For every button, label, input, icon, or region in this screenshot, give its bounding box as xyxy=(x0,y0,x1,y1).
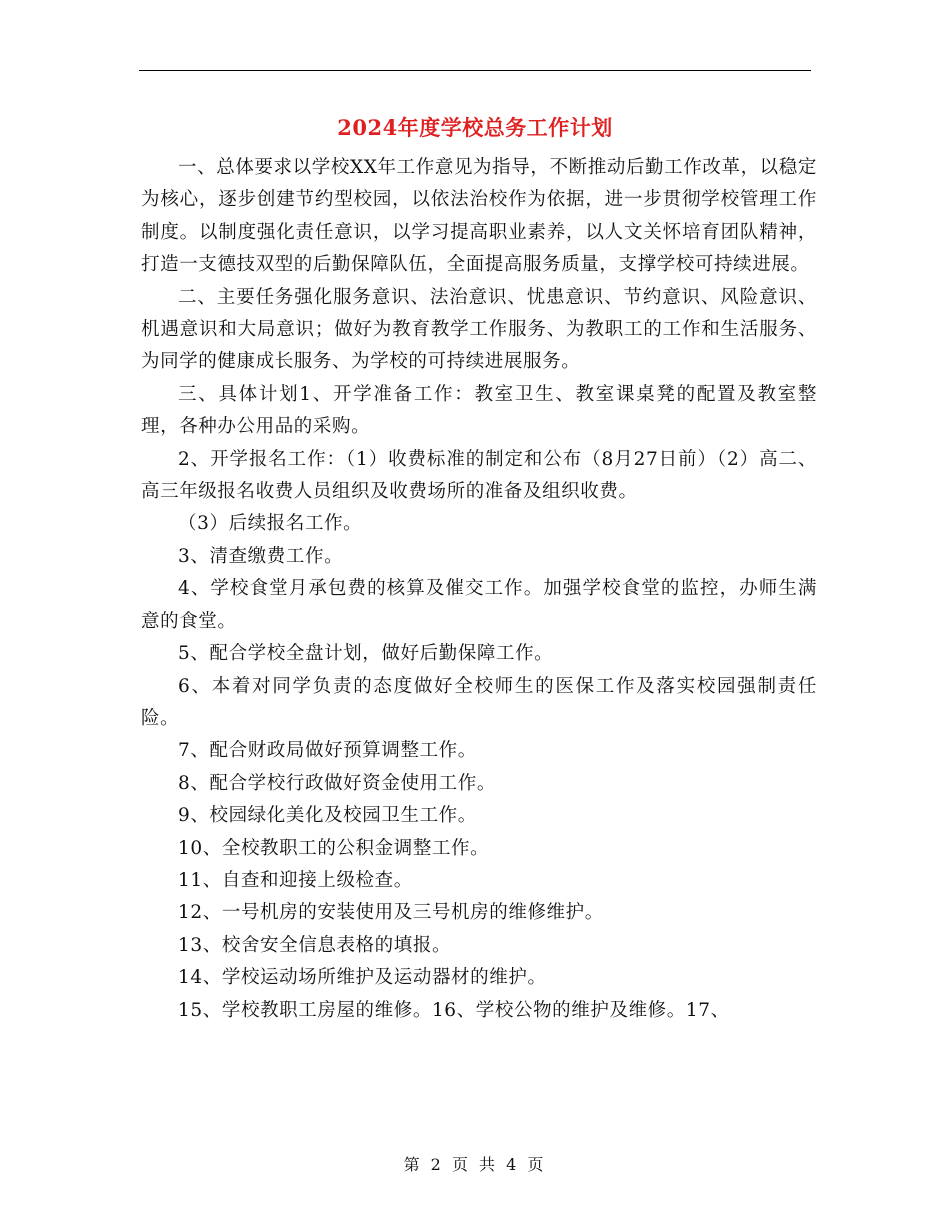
paragraph-main-tasks: 二、主要任务强化服务意识、法治意识、忧患意识、节约意识、风险意识、机遇意识和大局意识；做好为教育教学工作服务、为教职工的工作和生活服务、为同学的健康成长服务、为学校的可持续进展服务。 xyxy=(141,286,817,373)
paragraph-plan-item-4: 4、学校食堂月承包费的核算及催交工作。加强学校食堂的监控，办师生满意的食堂。 xyxy=(141,578,817,632)
paragraph-plan-item-5: 5、配合学校全盘计划，做好后勤保障工作。 xyxy=(178,643,554,665)
paragraph-plan-item-13: 13、校舍安全信息表格的填报。 xyxy=(178,934,452,956)
paragraph-plan-item-6: 6、本着对同学负责的态度做好全校师生的医保工作及落实校园强制责任险。 xyxy=(141,675,817,729)
document-body xyxy=(141,152,817,1027)
paragraph-general-requirements: 一、总体要求以学校XX年工作意见为指导，不断推动后勤工作改革，以稳定为核心，逐步创建节约型校园，以依法治校作为依据，进一步贯彻学校管理工作制度。以制度强化责任意识，以学习提高职业素养，以人文关怀培育团队精神，打造一支德技双型的后勤保障队伍，全面提高服务质量，支撑学校可持续进展。 xyxy=(141,157,817,276)
paragraph-plan-item-12: 12、一号机房的安装使用及三号机房的维修维护。 xyxy=(178,902,604,924)
paragraph-plan-item-2-3: （3）后续报名工作。 xyxy=(178,513,363,535)
header-rule xyxy=(139,70,811,71)
paragraph-plan-item-7: 7、配合财政局做好预算调整工作。 xyxy=(178,740,477,762)
paragraph-plan-item-10: 10、全校教职工的公积金调整工作。 xyxy=(178,837,490,859)
paragraph-plan-item-2: 2、开学报名工作：（1）收费标准的制定和公布（8月27日前）（2）高二、高三年级报名收费人员组织及收费场所的准备及组织收费。 xyxy=(141,448,817,503)
page-number: 第 2 页 共 4 页 xyxy=(403,1155,547,1174)
paragraph-plan-item-11: 11、自查和迎接上级检查。 xyxy=(178,869,413,891)
paragraph-plan-item-3: 3、清查缴费工作。 xyxy=(178,545,344,567)
paragraph-plan-item-15-17: 15、学校教职工房屋的维修。16、学校公物的维护及维修。17、 xyxy=(178,999,730,1021)
paragraph-plan-item-14: 14、学校运动场所维护及运动器材的维护。 xyxy=(178,967,547,989)
paragraph-plan-item-8: 8、配合学校行政做好资金使用工作。 xyxy=(178,772,496,794)
paragraph-plan-item-9: 9、校园绿化美化及校园卫生工作。 xyxy=(178,805,477,827)
document-title: 2024年度学校总务工作计划 xyxy=(337,115,613,140)
paragraph-plan-item-1: 三、具体计划1、开学准备工作：教室卫生、教室课桌凳的配置及教室整理，各种办公用品的采购。 xyxy=(141,383,817,438)
